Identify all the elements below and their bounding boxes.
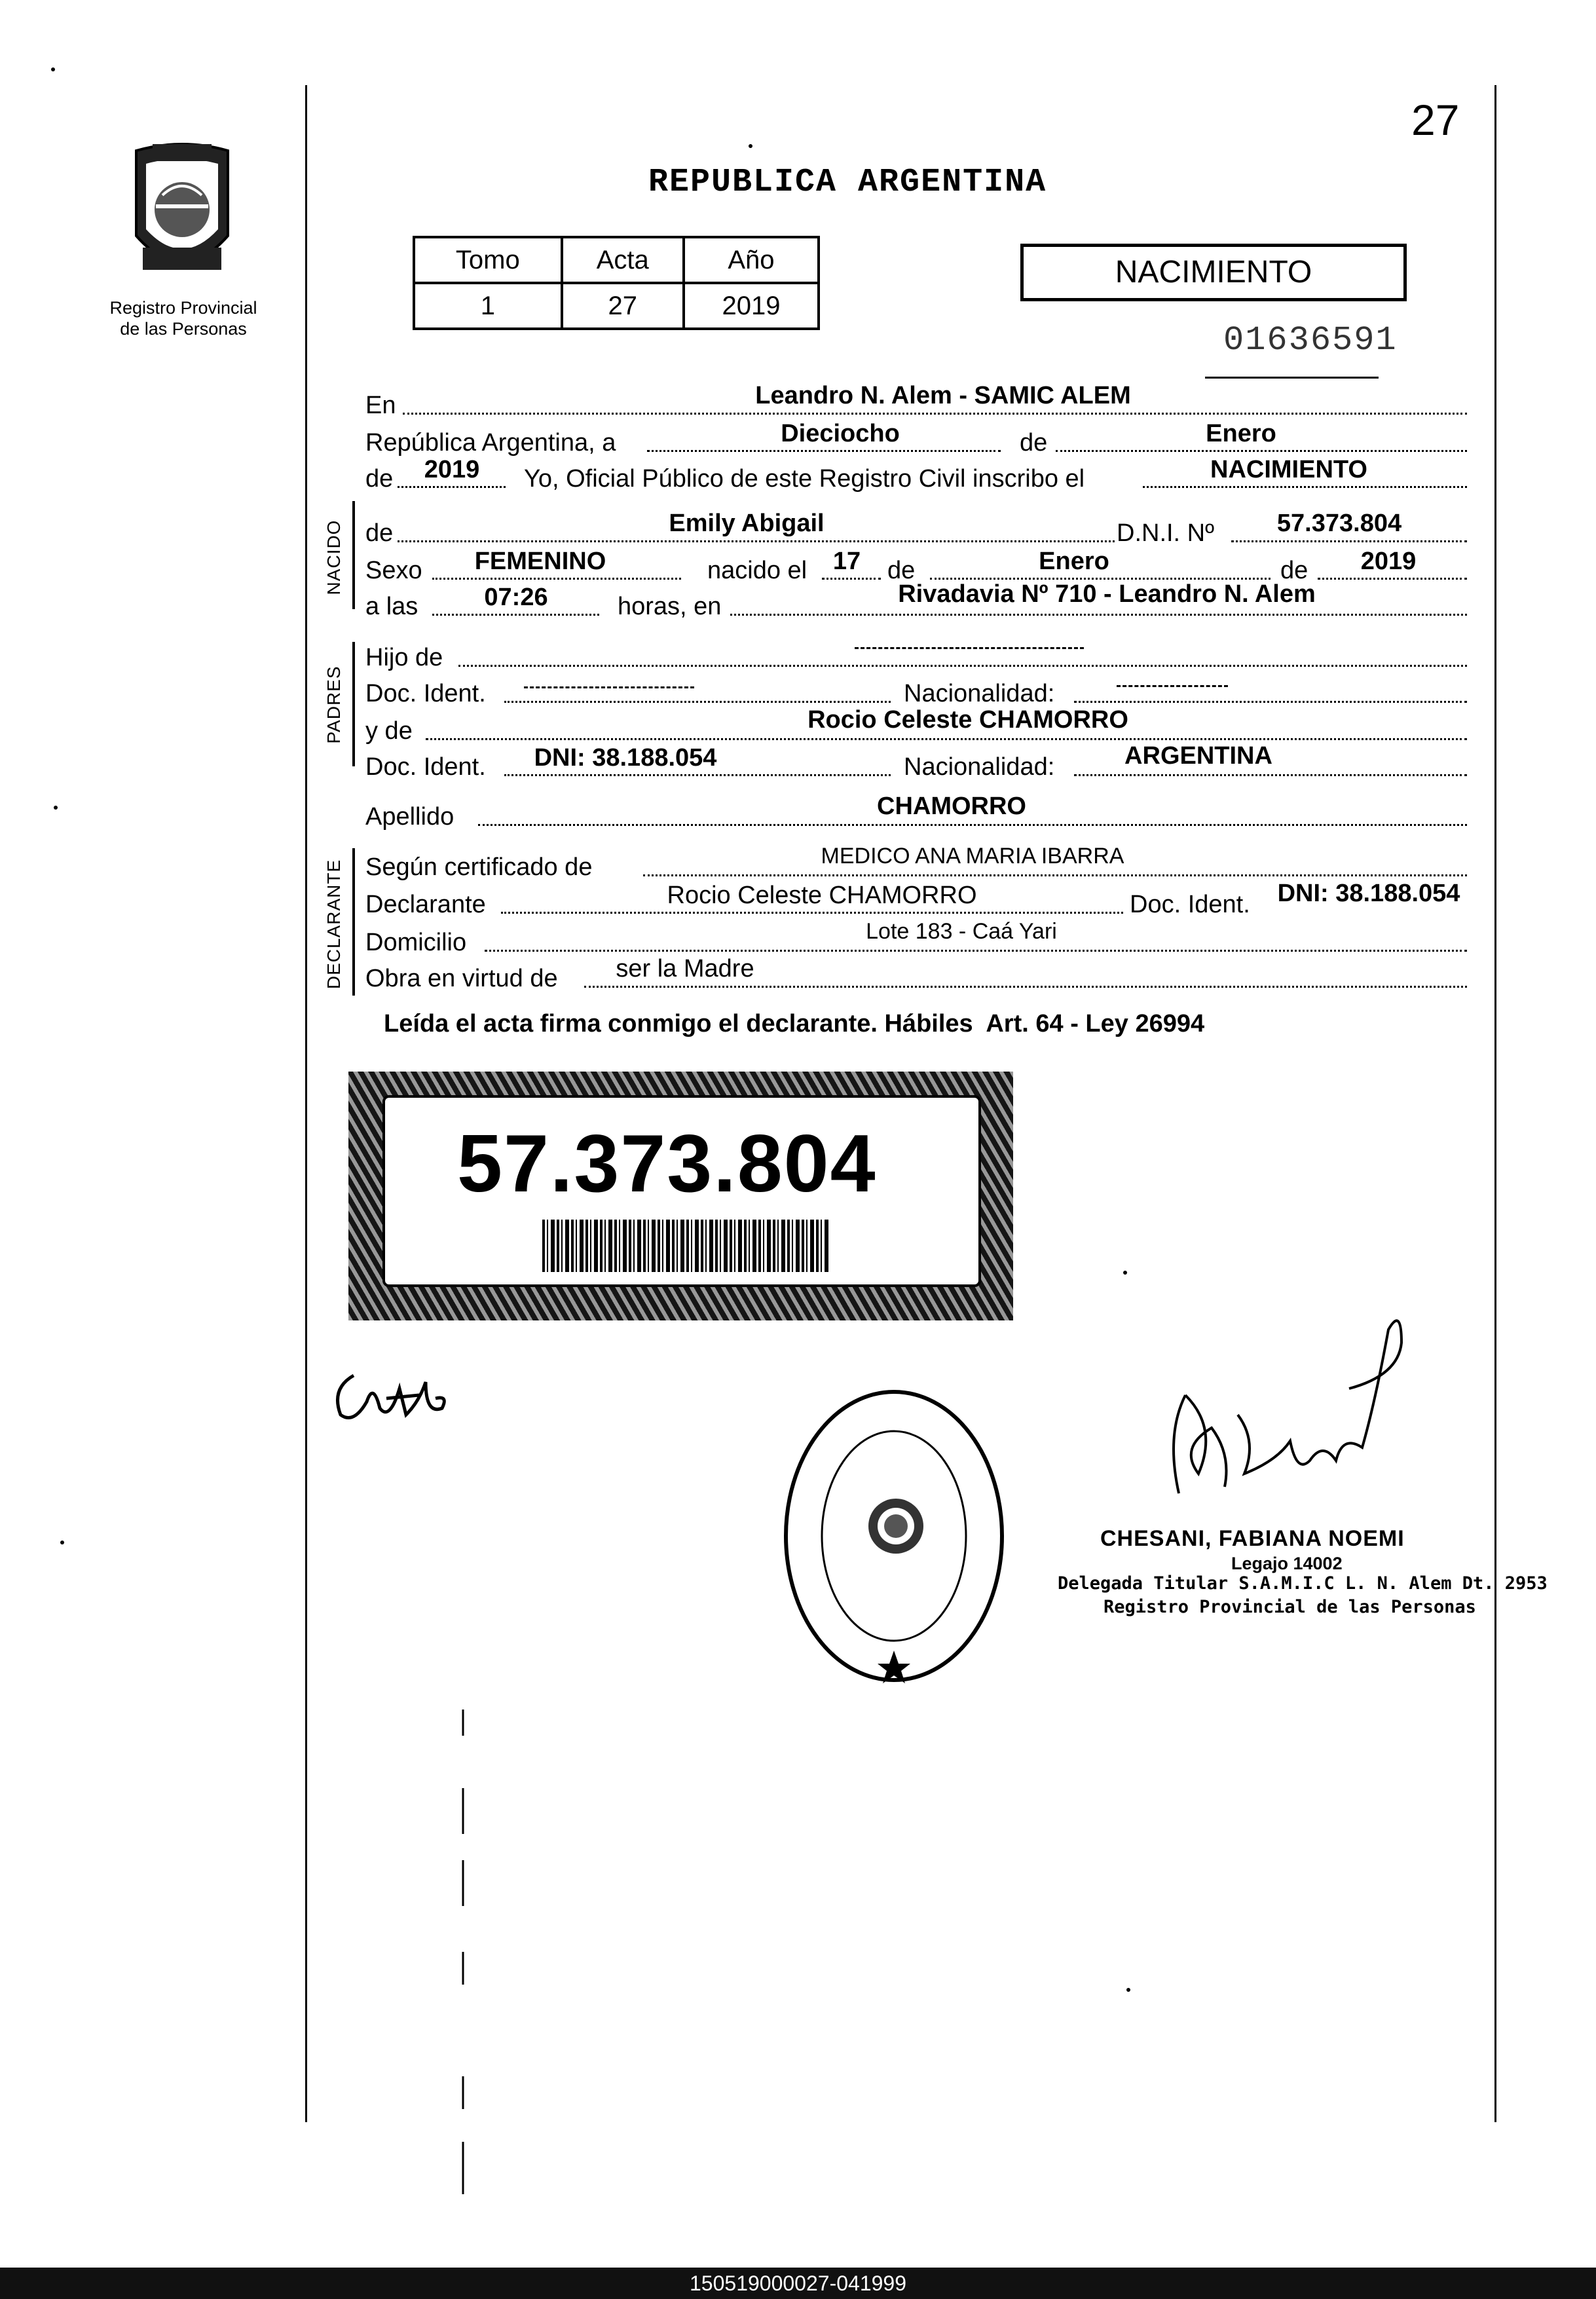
declarante-bracket: [352, 848, 355, 996]
label-de-birth-year: de: [1280, 557, 1308, 584]
registered-act: NACIMIENTO: [1210, 456, 1367, 483]
speck: [1123, 1271, 1127, 1275]
value-tomo: 1: [414, 283, 562, 329]
dotted-line: [403, 413, 1467, 415]
dotted-line: [584, 986, 1467, 988]
dotted-line: [458, 665, 1467, 667]
speck: [1126, 1988, 1130, 1992]
registration-month: Enero: [1206, 420, 1276, 447]
document-title: REPUBLICA ARGENTINA: [648, 164, 1047, 201]
child-dni: 57.373.804: [1276, 510, 1402, 537]
dotted-line: [1074, 701, 1467, 703]
label-certificado: Según certificado de: [365, 853, 593, 881]
dotted-line: [485, 950, 1467, 952]
dotted-line: [1143, 486, 1467, 488]
child-name: Emily Abigail: [669, 510, 825, 537]
birth-place: Rivadavia Nº 710 - Leandro N. Alem: [898, 580, 1316, 608]
mother-doc: DNI: 38.188.054: [534, 744, 717, 772]
sticker-barcode: [542, 1220, 830, 1272]
label-en: En: [365, 392, 396, 419]
sticker-inner: [382, 1095, 981, 1287]
blank-dash: [855, 647, 1084, 649]
official-signature: [1140, 1303, 1415, 1529]
page-number: 27: [1411, 96, 1460, 144]
signature-position: Delegada Titular S.A.M.I.C L. N. Alem Dt. 2953: [1058, 1573, 1548, 1594]
dotted-line: [426, 738, 1467, 740]
dotted-line: [1074, 774, 1467, 776]
signature-legajo: Legajo 14002: [1231, 1554, 1343, 1573]
dotted-line: [1318, 578, 1467, 580]
province-seal-logo: [117, 138, 248, 295]
dotted-line: [647, 450, 1001, 452]
label-de-name: de: [365, 519, 394, 547]
label-de-month: de: [887, 557, 916, 584]
dotted-line: [730, 614, 1467, 616]
registry-caption-2: de las Personas: [120, 319, 247, 339]
nacido-section-label: NACIDO: [324, 519, 344, 595]
label-domicilio: Domicilio: [365, 929, 467, 956]
dotted-line: [643, 874, 1467, 876]
serial-number: 01636591: [1223, 321, 1398, 360]
birth-day: 17: [832, 548, 861, 575]
day-words: Dieciocho: [781, 420, 900, 447]
registry-caption-1: Registro Provincial: [109, 298, 257, 318]
value-acta: 27: [562, 283, 684, 329]
blank-dash: [1117, 685, 1228, 687]
registration-place: Leandro N. Alem - SAMIC ALEM: [755, 382, 1131, 409]
dotted-line: [1056, 450, 1467, 452]
birth-month: Enero: [1039, 548, 1109, 575]
registration-year: 2019: [424, 456, 480, 483]
label-nacionalidad-2: Nacionalidad:: [904, 753, 1055, 781]
label-horas-en: horas, en: [618, 593, 722, 620]
label-nacionalidad-1: Nacionalidad:: [904, 680, 1055, 707]
mother-nationality: ARGENTINA: [1124, 742, 1272, 770]
nacido-bracket: [352, 501, 355, 609]
sticker-dni-number: 57.373.804: [457, 1119, 877, 1209]
label-inscribo: Yo, Oficial Público de este Registro Civil inscribo el: [524, 465, 1085, 493]
footer-bar: [0, 2268, 1596, 2299]
label-apellido: Apellido: [365, 803, 455, 831]
speck: [51, 67, 55, 71]
speck: [54, 806, 58, 810]
child-sex: FEMENINO: [474, 548, 606, 575]
mother-name: Rocio Celeste CHAMORRO: [807, 706, 1128, 734]
label-nacido-el: nacido el: [707, 557, 807, 584]
serial-underline: [1205, 377, 1379, 379]
declarant-doc: DNI: 38.188.054: [1277, 880, 1460, 907]
speck: [749, 144, 752, 148]
birth-year: 2019: [1360, 548, 1417, 575]
dotted-line: [432, 614, 599, 616]
label-declarante: Declarante: [365, 891, 486, 918]
label-a-las: a las: [365, 593, 418, 620]
declarant-reason: ser la Madre: [616, 955, 754, 982]
signature-name: CHESANI, FABIANA NOEMI: [1100, 1526, 1405, 1551]
scan-artifact-lines: [460, 1710, 464, 2234]
footer-code: 150519000027-041999: [690, 2271, 906, 2295]
act-type-label: NACIMIENTO: [1115, 255, 1312, 290]
right-margin-line: [1494, 85, 1496, 2122]
dotted-line: [504, 774, 891, 776]
padres-bracket: [352, 642, 355, 766]
dotted-line: [478, 824, 1467, 826]
value-anio: 2019: [684, 283, 819, 329]
signature-registry: Registro Provincial de las Personas: [1104, 1597, 1476, 1617]
label-republica: República Argentina, a: [365, 429, 616, 457]
dni-sticker: [348, 1072, 1013, 1320]
record-table: [413, 236, 820, 330]
dotted-line: [432, 578, 681, 580]
label-obra: Obra en virtud de: [365, 965, 558, 992]
label-de: de: [1020, 429, 1048, 457]
closing-statement: Leída el acta firma conmigo el declarante. Hábiles Art. 64 - Ley 26994: [384, 1010, 1205, 1037]
declarant-name: Rocio Celeste CHAMORRO: [667, 882, 977, 909]
dotted-line: [398, 540, 1115, 542]
registry-stamp: [779, 1385, 1009, 1687]
label-doc-ident-1: Doc. Ident.: [365, 680, 486, 707]
act-type-box: [1020, 244, 1407, 301]
label-doc-ident-2: Doc. Ident.: [365, 753, 486, 781]
birth-time: 07:26: [484, 584, 548, 611]
label-y-de: y de: [365, 717, 413, 745]
header-acta: Acta: [562, 237, 684, 283]
declarante-section-label: DECLARANTE: [324, 859, 344, 990]
handwritten-mark: [327, 1362, 458, 1438]
dotted-line: [930, 578, 1271, 580]
left-margin-line: [305, 85, 307, 2122]
label-sexo: Sexo: [365, 557, 422, 584]
label-doc-ident-declarante: Doc. Ident.: [1130, 891, 1250, 918]
dotted-line: [1231, 540, 1467, 542]
dotted-line: [504, 701, 891, 703]
certificate-issuer: MEDICO ANA MARIA IBARRA: [821, 844, 1124, 869]
declarant-address: Lote 183 - Caá Yari: [866, 919, 1057, 944]
speck: [60, 1541, 64, 1544]
label-dni: D.N.I. Nº: [1117, 519, 1214, 547]
header-anio: Año: [684, 237, 819, 283]
dotted-line: [398, 486, 506, 488]
blank-dash: [524, 686, 694, 688]
label-de-year: de: [365, 465, 394, 493]
label-hijo-de: Hijo de: [365, 644, 443, 671]
header-tomo: Tomo: [414, 237, 562, 283]
dotted-line: [822, 578, 881, 580]
padres-section-label: PADRES: [324, 665, 344, 744]
dotted-line: [501, 912, 1123, 914]
child-surname: CHAMORRO: [877, 793, 1026, 820]
